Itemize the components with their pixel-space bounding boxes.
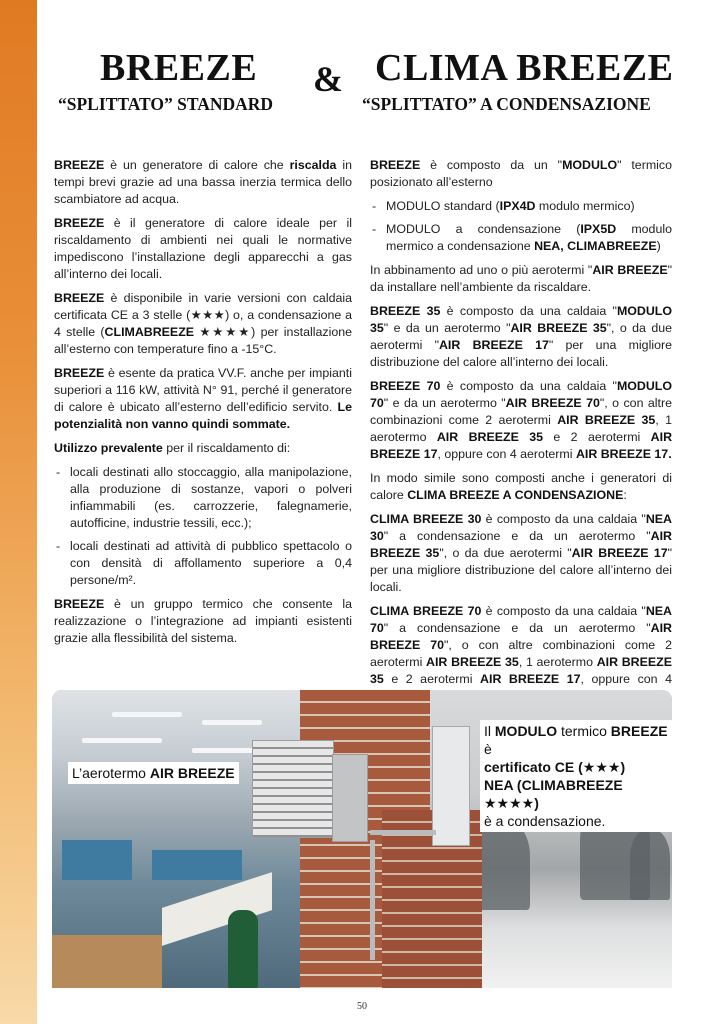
text: modulo mermico) xyxy=(535,199,635,213)
text: " per una migliore distribuzione del calore all’interno dei locali. xyxy=(370,546,673,594)
text: ", o da due aerotermi " xyxy=(370,321,673,352)
bold-term: BREEZE xyxy=(610,723,668,739)
bold-term: AIR BREEZE 70 xyxy=(505,396,600,410)
bold-term: certificato CE (★★★) xyxy=(484,759,626,775)
text: ) xyxy=(656,239,661,253)
list-item xyxy=(370,198,672,215)
text: ", o con altre combinazioni come 2 aerotermi xyxy=(370,396,672,427)
text: è esente da pratica VV.F. anche per impianti superiori a 116 kW, attività N° 91, perché il generatore di calore è ubicato all’esterno dell’edificio servito. xyxy=(54,366,352,414)
text: " da installare nell’ambiente da riscaldare. xyxy=(370,263,672,294)
bold-term: AIR BREEZE 35 xyxy=(370,529,672,560)
paragraph xyxy=(54,440,352,457)
text: In modo simile sono composti anche i generatori di calore xyxy=(370,471,672,502)
bold-term: AIR BREEZE xyxy=(592,263,668,277)
paragraph xyxy=(370,511,672,596)
bold-term: Le potenzialità non vanno quindi sommate. xyxy=(54,400,352,431)
text: è composto da un " xyxy=(420,158,563,172)
bold-term: MODULO 35 xyxy=(370,304,673,335)
page-number: 50 xyxy=(357,1001,367,1012)
bold-term: AIR BREEZE 35 xyxy=(557,413,656,427)
pipe xyxy=(370,840,375,960)
bold-term: MODULO xyxy=(494,723,558,739)
paragraph xyxy=(370,378,672,463)
text: e 2 aerotermi xyxy=(543,430,651,444)
paragraph xyxy=(54,596,352,647)
left-text-column xyxy=(54,157,352,654)
text: è disponibile in varie versioni con caldaia certificata CE a 3 stelle (★★★) o, a condensazione a 4 stelle ( xyxy=(54,291,352,339)
bold-term: BREEZE xyxy=(54,597,105,611)
text: è composto da una caldaia " xyxy=(440,379,617,393)
air-breeze-heater-side xyxy=(332,754,368,842)
bold-term: AIR BREEZE 17. xyxy=(575,447,672,461)
text: " e da un aerotermo " xyxy=(383,321,511,335)
paragraph xyxy=(370,157,672,191)
text: è il generatore di calore ideale per il riscaldamento di ambienti nei quali le normative impediscono l’installazione degli apparecchi a gas all’interno dei locali. xyxy=(54,216,352,281)
text: è a condensazione. xyxy=(484,813,606,829)
bold-term: AIR BREEZE 17 xyxy=(480,672,581,686)
text: è xyxy=(484,741,492,757)
bold-term: riscalda xyxy=(289,158,337,172)
paragraph xyxy=(54,365,352,433)
bold-term: AIR BREEZE 35 xyxy=(370,655,672,686)
bold-term: NEA 30 xyxy=(370,512,672,543)
bold-term: BREEZE 35 xyxy=(370,304,441,318)
bold-term: AIR BREEZE 17 xyxy=(438,338,549,352)
bold-term: MODULO 70 xyxy=(370,379,673,410)
title-clima-breeze: CLIMA BREEZE xyxy=(375,47,674,89)
text: , 1 aerotermo xyxy=(518,655,597,669)
bold-term: BREEZE xyxy=(54,291,105,305)
bold-term: BREEZE xyxy=(370,158,421,172)
text: ", o con altre combinazioni come 2 aerotermi xyxy=(370,638,673,669)
text: L’aerotermo xyxy=(72,765,150,781)
text: Il xyxy=(484,723,495,739)
text: ★★★★) per installazione all’esterno con temperature fino a -15°C. xyxy=(54,325,352,356)
bold-term: CLIMA BREEZE 70 xyxy=(370,604,482,618)
machinery xyxy=(152,850,242,880)
paragraph xyxy=(54,157,352,208)
orange-side-bar xyxy=(0,0,37,1024)
text: modulo mermico a condensazione xyxy=(386,222,672,253)
text: è un generatore di calore che xyxy=(104,158,290,172)
right-text-column xyxy=(370,157,672,712)
product-photo xyxy=(52,690,672,988)
bold-term: AIR BREEZE 70 xyxy=(370,621,672,652)
list-item: - locali destinati allo stoccaggio, alla manipolazione, alla produzione di sostanze, vapori o polveri infiammabili (es. carrozzerie, falegnamerie, autofficine, industrie tessili, ecc.); xyxy=(54,464,352,532)
text: " a condensazione e da un aerotermo " xyxy=(383,621,651,635)
text: in tempi brevi grazie ad una bassa inerzia termica dello scambiatore ad acqua. xyxy=(54,158,352,206)
text: : xyxy=(623,488,627,502)
bold-term: AIR BREEZE 17 xyxy=(370,430,673,461)
paragraph xyxy=(370,262,672,296)
bold-term: IPX4D xyxy=(499,199,536,213)
bold-term: IPX5D xyxy=(580,222,617,236)
text: termico xyxy=(557,723,611,739)
bold-term: AIR BREEZE 35 xyxy=(426,655,519,669)
modulo-list xyxy=(370,198,672,255)
text: per il riscaldamento di: xyxy=(162,441,291,455)
bold-term: CLIMA BREEZE A CONDENSAZIONE xyxy=(407,488,624,502)
text: " termico posizionato all’esterno xyxy=(370,158,672,189)
subtitle-standard: “SPLITTATO” STANDARD xyxy=(58,94,274,114)
air-breeze-heater xyxy=(252,740,334,838)
ceiling-light xyxy=(202,720,262,725)
bold-term: BREEZE 70 xyxy=(370,379,441,393)
machinery xyxy=(62,840,132,880)
bold-term: NEA 70 xyxy=(370,604,672,635)
modulo-unit xyxy=(432,726,470,846)
list-item: - locali destinati ad attività di pubblico spettacolo o con densità di affollamento superiore a 0,4 persone/m². xyxy=(54,538,352,589)
text: In abbinamento ad uno o più aerotermi " xyxy=(370,263,593,277)
bold-term: CLIMA BREEZE 30 xyxy=(370,512,482,526)
text: " e da un aerotermo " xyxy=(383,396,506,410)
ceiling-light xyxy=(82,738,162,743)
caption-air-breeze xyxy=(68,762,239,784)
bold-term: AIR BREEZE 35 xyxy=(510,321,607,335)
bold-term: Utilizzo prevalente xyxy=(54,441,163,455)
subtitle-condensazione: “SPLITTATO” A CONDENSAZIONE xyxy=(362,94,651,114)
text: è composto da una caldaia " xyxy=(481,604,646,618)
text: è un gruppo termico che consente la realizzazione o l’integrazione ad impianti esistenti grazie alla flessibilità del sistema. xyxy=(54,597,352,645)
list-item xyxy=(370,221,672,255)
text: è composto da una caldaia " xyxy=(440,304,617,318)
bold-term: BREEZE xyxy=(54,158,105,172)
text: , 1 aerotermo xyxy=(370,413,672,444)
text: ", o da due aerotermi " xyxy=(439,546,572,560)
paragraph xyxy=(370,303,672,371)
text: , oppure con 4 aerotermi xyxy=(437,447,576,461)
pipe xyxy=(370,830,436,835)
title-breeze: BREEZE xyxy=(100,47,258,89)
bold-term: NEA (CLIMABREEZE ★★★★) xyxy=(484,777,623,811)
paragraph xyxy=(54,215,352,283)
paragraph xyxy=(370,470,672,504)
paragraph xyxy=(54,290,352,358)
bold-term: AIR BREEZE xyxy=(149,765,235,781)
usage-list xyxy=(54,464,352,589)
text: MODULO a condensazione ( xyxy=(386,222,581,236)
bold-term: BREEZE xyxy=(54,216,105,230)
bold-term: AIR BREEZE 35 xyxy=(436,430,544,444)
text: è composto da una caldaia " xyxy=(481,512,646,526)
text: e 2 aerotermi xyxy=(383,672,481,686)
factory-interior-scene xyxy=(52,690,314,988)
snowy-tree xyxy=(630,830,670,900)
worker-figure xyxy=(228,910,258,988)
bold-term: BREEZE xyxy=(54,366,105,380)
title-ampersand: & xyxy=(313,59,343,99)
bold-term: NEA, CLIMABREEZE xyxy=(534,239,657,253)
bold-term: AIR BREEZE 17 xyxy=(571,546,668,560)
ceiling-light xyxy=(112,712,182,717)
text: " a condensazione e da un aerotermo " xyxy=(383,529,651,543)
text: MODULO standard ( xyxy=(386,199,500,213)
bold-term: MODULO xyxy=(562,158,618,172)
caption-modulo xyxy=(480,720,672,832)
bold-term: CLIMABREEZE xyxy=(104,325,195,339)
text: , oppure con 4 xyxy=(580,672,672,686)
cardboard-box xyxy=(52,935,162,988)
text: " per una migliore distribuzione del calore all’interno dei locali. xyxy=(370,338,672,369)
